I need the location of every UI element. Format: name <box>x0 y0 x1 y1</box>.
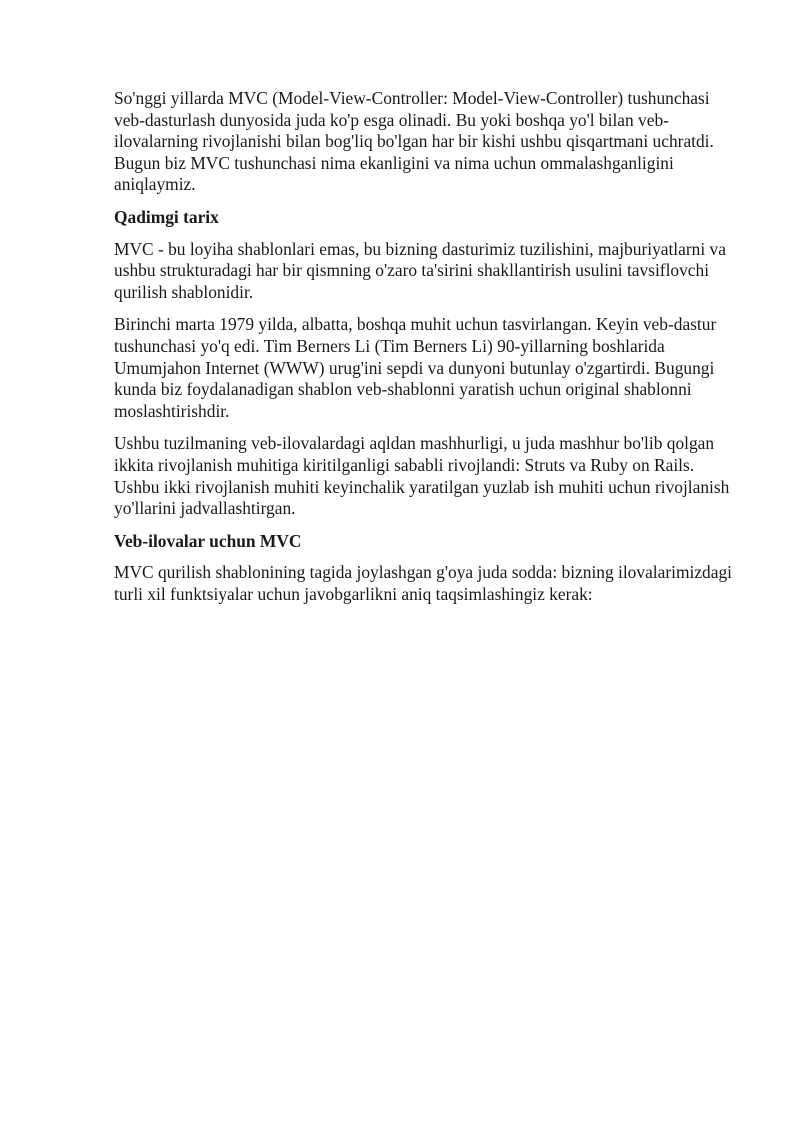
history-paragraph-3: Ushbu tuzilmaning veb-ilovalardagi aqldan mashhurligi, u juda mashhur bo'lib qolgan ikkita rivojlanish muhitiga kiritilganligi sababli rivojlandi: Struts va Ruby on Rails. Ushbu ikki rivojlanish muhiti keyinchalik yaratilgan yuzlab ish muhiti uchun rivojlanish yo'llarini jadvallashtirgan. <box>114 433 730 519</box>
document-page <box>114 88 740 616</box>
history-paragraph-1: MVC - bu loyiha shablonlari emas, bu bizning dasturimiz tuzilishini, majburiyatlarni va ushbu strukturadagi har bir qismning o'zaro ta'sirini shakllantirish usulini tavsiflovchi qurilish shablonidir. <box>114 238 726 302</box>
section-heading-history: Qadimgi tarix <box>114 206 219 227</box>
intro-paragraph: So'nggi yillarda MVC (Model-View-Controller: Model-View-Controller) tushunchasi veb-dasturlash dunyosida juda ko'p esga olinadi. Bu yoki boshqa yo'l bilan veb-ilovalarning rivojlanishi bilan bog'liq bo'lgan har bir kishi ushbu qisqartmani uchratdi. Bugun biz MVC tushunchasi nima ekanligini va nima uchun ommalashganligini aniqlaymiz. <box>114 88 714 195</box>
mvc-web-paragraph-1: MVC qurilish shablonining tagida joylashgan g'oya juda sodda: bizning ilovalarimizdagi turli xil funktsiyalar uchun javobgarlikni aniq taqsimlashingiz kerak: <box>114 562 732 604</box>
history-paragraph-2: Birinchi marta 1979 yilda, albatta, boshqa muhit uchun tasvirlangan. Keyin veb-dastur tushunchasi yo'q edi. Tim Berners Li (Tim Berners Li) 90-yillarning boshlarida Umumjahon Internet (WWW) urug'ini sepdi va dunyoni butunlay o'zgartirdi. Bugungi kunda biz foydalanadigan shablon veb-shablonni yaratish uchun original shablonni moslashtirishdir. <box>114 314 717 421</box>
section-heading-mvc-web: Veb-ilovalar uchun MVC <box>114 530 302 551</box>
